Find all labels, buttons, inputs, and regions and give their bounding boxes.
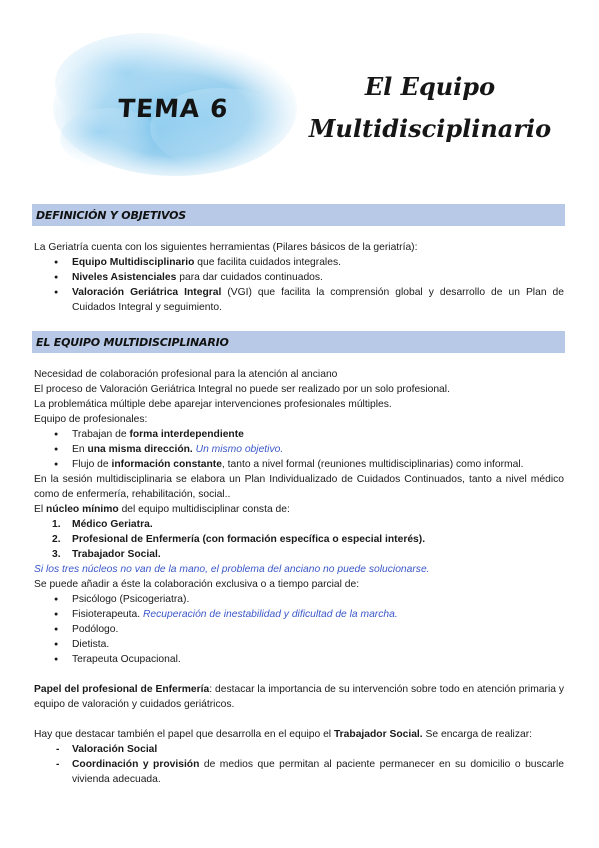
section-heading-equipo: EL EQUIPO MULTIDISCIPLINARIO <box>36 336 229 349</box>
page-title <box>300 66 560 150</box>
paragraph: En la sesión multidisciplinaria se elabora un Plan Individualizado de Cuidados Continuados, tanto a nivel médico como de enfermería, rehabilitación, social.. <box>34 474 564 500</box>
numbered-item: 3. Trabajador Social. <box>52 549 161 560</box>
list-item: ● Valoración Geriátrica Integral (VGI) que facilita la comprensión global y desarrollo de un Plan de Cuidados Integral y seguimiento. <box>34 285 564 315</box>
spacer <box>34 667 564 682</box>
tema-label: TEMA 6 <box>116 94 230 123</box>
dash-item: - Coordinación y provisión de medios que permitan al paciente permanecer en su domicilio o buscarle vivienda adecuada. <box>34 757 564 787</box>
list-item: ● Dietista. <box>34 637 564 652</box>
section-body-equipo <box>34 367 564 787</box>
paragraph: La problemática múltiple debe aparejar intervenciones profesionales múltiples. <box>34 399 392 410</box>
paragraph: Papel del profesional de Enfermería: destacar la importancia de su intervención sobre todo en atención primaria y equipo de valoración y cuidados geriátricos. <box>34 684 565 710</box>
list-item: ● Podólogo. <box>34 622 564 637</box>
list-item: ● Trabajan de forma interdependiente <box>34 427 564 442</box>
paragraph: Equipo de profesionales: <box>34 414 148 425</box>
paragraph: Hay que destacar también el papel que desarrolla en el equipo el Trabajador Social. Se encarga de realizar: <box>34 729 532 740</box>
header <box>0 0 599 190</box>
section-body-definicion <box>34 240 564 315</box>
title-line-1: El Equipo <box>364 72 496 101</box>
paragraph: Necesidad de colaboración profesional para la atención al anciano <box>34 369 338 380</box>
spacer <box>34 712 564 727</box>
paragraph: El proceso de Valoración Geriátrica Integral no puede ser realizado por un solo profesional. <box>34 384 450 395</box>
intro-text: La Geriatría cuenta con los siguientes herramientas (Pilares básicos de la geriatría): <box>34 242 418 253</box>
title-line-2: Multidisciplinario <box>308 114 552 143</box>
dash-item: - Valoración Social <box>34 742 564 757</box>
paragraph: El núcleo mínimo del equipo multidisciplinar consta de: <box>34 504 290 515</box>
section-heading-definicion: DEFINICIÓN Y OBJETIVOS <box>36 209 187 222</box>
blue-note: Si los tres núcleos no van de la mano, el problema del anciano no puede solucionarse. <box>34 564 430 575</box>
list-item: ● Fisioterapeuta. Recuperación de inestabilidad y dificultad de la marcha. <box>34 607 564 622</box>
numbered-item: 1. Médico Geriatra. <box>52 519 153 530</box>
list-item: ● En una misma dirección. Un mismo objetivo. <box>34 442 564 457</box>
list-item: ● Equipo Multidisciplinario que facilita cuidados integrales. <box>34 255 564 270</box>
numbered-item: 2. Profesional de Enfermería (con formación específica o especial interés). <box>52 534 426 545</box>
list-item: ● Niveles Asistenciales para dar cuidados continuados. <box>34 270 564 285</box>
paragraph: Se puede añadir a éste la colaboración exclusiva o a tiempo parcial de: <box>34 579 360 590</box>
list-item: ● Terapeuta Ocupacional. <box>34 652 564 667</box>
list-item: ● Psicólogo (Psicogeriatra). <box>34 592 564 607</box>
list-item: ● Flujo de información constante, tanto a nivel formal (reuniones multidisciplinarias) como informal. <box>34 457 564 472</box>
